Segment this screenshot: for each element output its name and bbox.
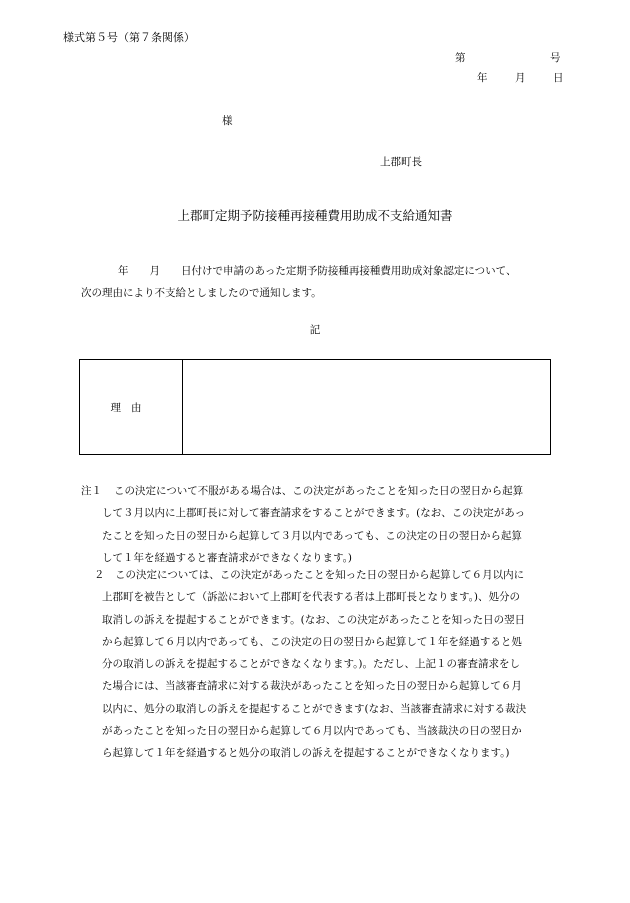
note-2-line: 以内に、処分の取消しの訴えを提起することができます(なお、当該審査請求に対する裁決 xyxy=(102,702,527,715)
reason-label-cell xyxy=(80,360,183,454)
note-1-line: この決定について不服がある場合は、この決定があったことを知った日の翌日から起算 xyxy=(114,485,524,497)
reason-label: 理由 xyxy=(110,401,152,414)
document-number-suffix: 号 xyxy=(550,52,561,64)
addressee: 様 xyxy=(222,115,233,127)
note-1-line: たことを知った日の翌日から起算して３月以内であっても、この決定の日の翌日から起算 xyxy=(102,529,522,542)
note-2-line: 分の取消しの訴えを提起することができなくなります。)。ただし、上記１の審査請求をし xyxy=(102,658,521,671)
note-2-line: 取消しの訴えを提起することができます。(なお、この決定があったことを知った日の翌日 xyxy=(102,613,526,626)
body-line-1: 年 月 日付けで申請のあった定期予防接種再接種費用助成対象認定について、 xyxy=(118,265,517,277)
form-label: 様式第５号（第７条関係） xyxy=(63,31,195,44)
note-2-line: ら起算して１年を経過すると処分の取消しの訴えを提起することができなくなります。) xyxy=(102,747,510,760)
reason-value-cell xyxy=(183,360,550,454)
ki-heading: 記 xyxy=(309,324,321,336)
date-month: 月 xyxy=(515,72,526,84)
note-1-line: して３月以内に上郡町長に対して審査請求をすることができます。(なお、この決定があっ xyxy=(102,507,526,520)
note-2-line: から起算して６月以内であっても、この決定の日の翌日から起算して１年を経過すると処 xyxy=(102,635,522,648)
reason-table xyxy=(79,359,551,455)
note-2-line: 上郡町を被告として（訴訟において上郡町を代表する者は上郡町長となります。)、処分の xyxy=(102,591,521,604)
body-line-2: 次の理由により不支給としましたので通知します。 xyxy=(81,287,322,299)
date-day: 日 xyxy=(553,72,564,84)
note-1-line: して１年を経過すると審査請求ができなくなります。) xyxy=(102,551,353,564)
note-2-line: た場合には、当該審査請求に対する裁決があったことを知った日の翌日から起算して６月 xyxy=(102,680,522,693)
date-year: 年 xyxy=(477,72,488,84)
note-2-mark: ２ xyxy=(94,569,105,581)
document-title: 上郡町定期予防接種再接種費用助成不支給通知書 xyxy=(177,208,453,223)
body-paragraph xyxy=(81,260,561,304)
note-2-line: があったことを知った日の翌日から起算して６月以内であっても、当該裁決の日の翌日か xyxy=(102,725,522,738)
note-1-mark: 注１ xyxy=(81,485,102,497)
document-number-prefix: 第 xyxy=(455,52,466,64)
note-2-line: この決定については、この決定があったことを知った日の翌日から起算して６月以内に xyxy=(115,569,525,581)
sender: 上郡町長 xyxy=(380,156,422,168)
